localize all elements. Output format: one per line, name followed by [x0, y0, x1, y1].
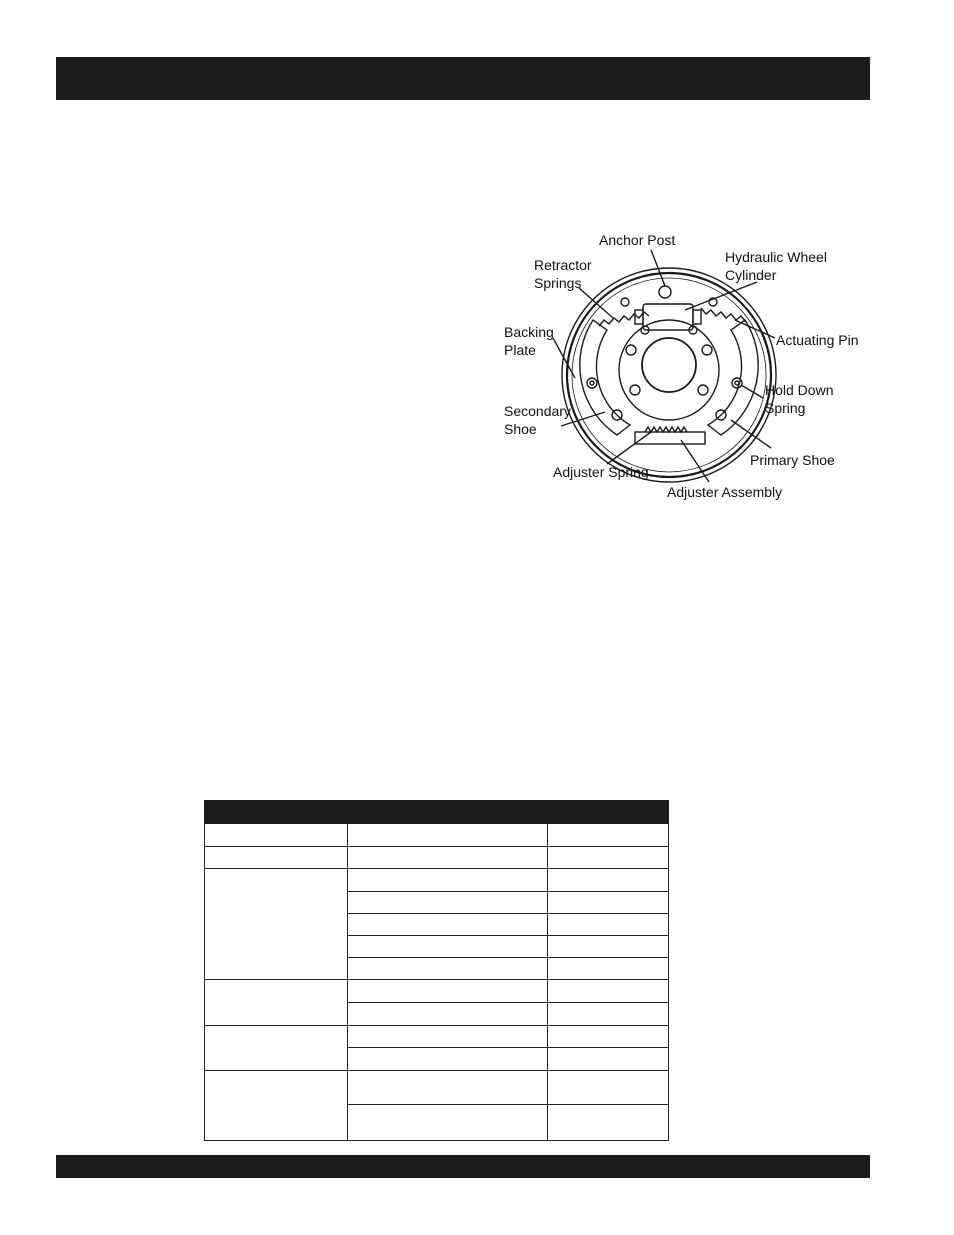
row-divider: [204, 868, 669, 869]
adjuster-spring-shape: [645, 427, 687, 432]
column-divider: [547, 824, 548, 1140]
subrow-divider: [347, 957, 669, 958]
row-divider: [204, 1025, 669, 1026]
adjuster-assembly-shape: [635, 432, 705, 444]
subrow-divider: [347, 1047, 669, 1048]
table-header-bar: [204, 800, 669, 824]
callout-retractor-springs: Retractor Springs: [534, 257, 592, 291]
callout-primary-shoe: Primary Shoe: [750, 452, 835, 468]
hub-center: [642, 338, 696, 392]
row-divider: [204, 846, 669, 847]
callout-anchor-post: Anchor Post: [599, 232, 676, 248]
callout-backing-plate: Backing Plate: [504, 324, 554, 358]
footer-bar: [56, 1155, 870, 1178]
anchor-post-shape: [659, 286, 671, 298]
callout-adjuster-assembly: Adjuster Assembly: [667, 484, 783, 500]
row-divider: [204, 979, 669, 980]
callout-hold-down-spring: Hold Down Spring: [765, 382, 834, 416]
callout-actuating-pin: Actuating Pin: [776, 332, 859, 348]
row-divider: [204, 1070, 669, 1071]
brake-assembly-figure: [495, 220, 875, 510]
table-frame: [204, 824, 669, 1141]
wheel-cylinder-shape: [643, 304, 693, 330]
retractor-spring-right: [701, 308, 746, 322]
primary-shoe-outline: [708, 320, 758, 435]
callout-hydraulic-wheel-cylinder: Hydraulic Wheel Cylinder: [725, 249, 827, 283]
backing-plate-outer-ring: [562, 268, 776, 482]
subrow-divider: [347, 935, 669, 936]
specification-table: [204, 800, 669, 1141]
subrow-divider: [347, 1104, 669, 1105]
hub-flange: [619, 320, 719, 420]
header-bar: [56, 57, 870, 100]
column-divider: [347, 824, 348, 1140]
subrow-divider: [347, 891, 669, 892]
callout-secondary-shoe: Secondary Shoe: [504, 403, 571, 437]
subrow-divider: [347, 913, 669, 914]
subrow-divider: [347, 1002, 669, 1003]
callout-adjuster-spring: Adjuster Spring: [553, 464, 649, 480]
